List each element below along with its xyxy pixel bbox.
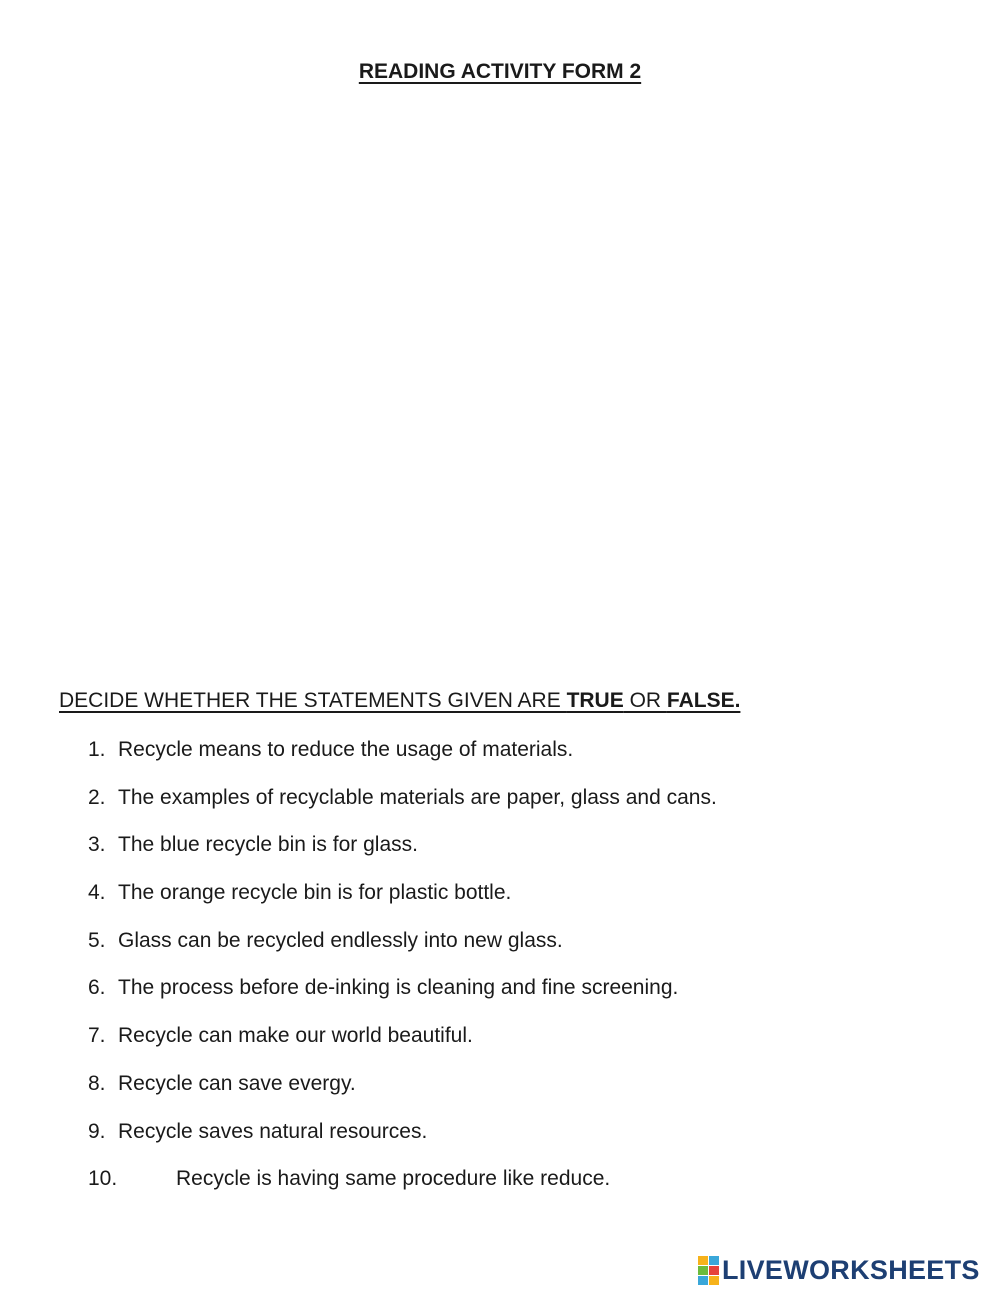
instruction-prefix: DECIDE WHETHER THE STATEMENTS GIVEN ARE (59, 689, 567, 712)
instruction-middle: OR (623, 689, 667, 712)
statement-text: Recycle can save evergy. (118, 1071, 356, 1095)
statement-text: Glass can be recycled endlessly into new glass. (118, 928, 563, 952)
statement-number: 10. (88, 1167, 118, 1191)
statement-text: The blue recycle bin is for glass. (118, 833, 418, 857)
instruction-false-word: FALSE. (666, 689, 741, 712)
statement-text: Recycle means to reduce the usage of materials. (118, 738, 574, 761)
statement-text: Recycle saves natural resources. (118, 1119, 428, 1143)
statement-text: The orange recycle bin is for plastic bottle. (118, 881, 512, 905)
instruction-heading (59, 689, 740, 713)
statement-number: 9. (88, 1119, 106, 1143)
statement-number: 7. (88, 1024, 106, 1048)
statement-number: 1. (88, 738, 106, 761)
statement-text: Recycle can make our world beautiful. (118, 1024, 473, 1048)
liveworksheets-blocks-icon (698, 1256, 719, 1285)
page-title: READING ACTIVITY FORM 2 (358, 60, 642, 83)
statement-number: 3. (88, 833, 106, 857)
instruction-true-word: TRUE (566, 689, 624, 712)
statement-text: The examples of recyclable materials are paper, glass and cans. (118, 785, 717, 809)
liveworksheets-logo (698, 1255, 980, 1285)
statement-text: Recycle is having same procedure like reduce. (176, 1167, 611, 1191)
logo-wordmark: LIVEWORKSHEETS (722, 1254, 980, 1285)
statement-number: 2. (88, 785, 106, 809)
statement-text: The process before de-inking is cleaning and fine screening. (118, 976, 679, 1000)
statement-number: 8. (88, 1071, 106, 1095)
statement-number: 5. (88, 928, 106, 952)
statement-number: 6. (88, 976, 106, 1000)
statement-number: 4. (88, 881, 106, 905)
